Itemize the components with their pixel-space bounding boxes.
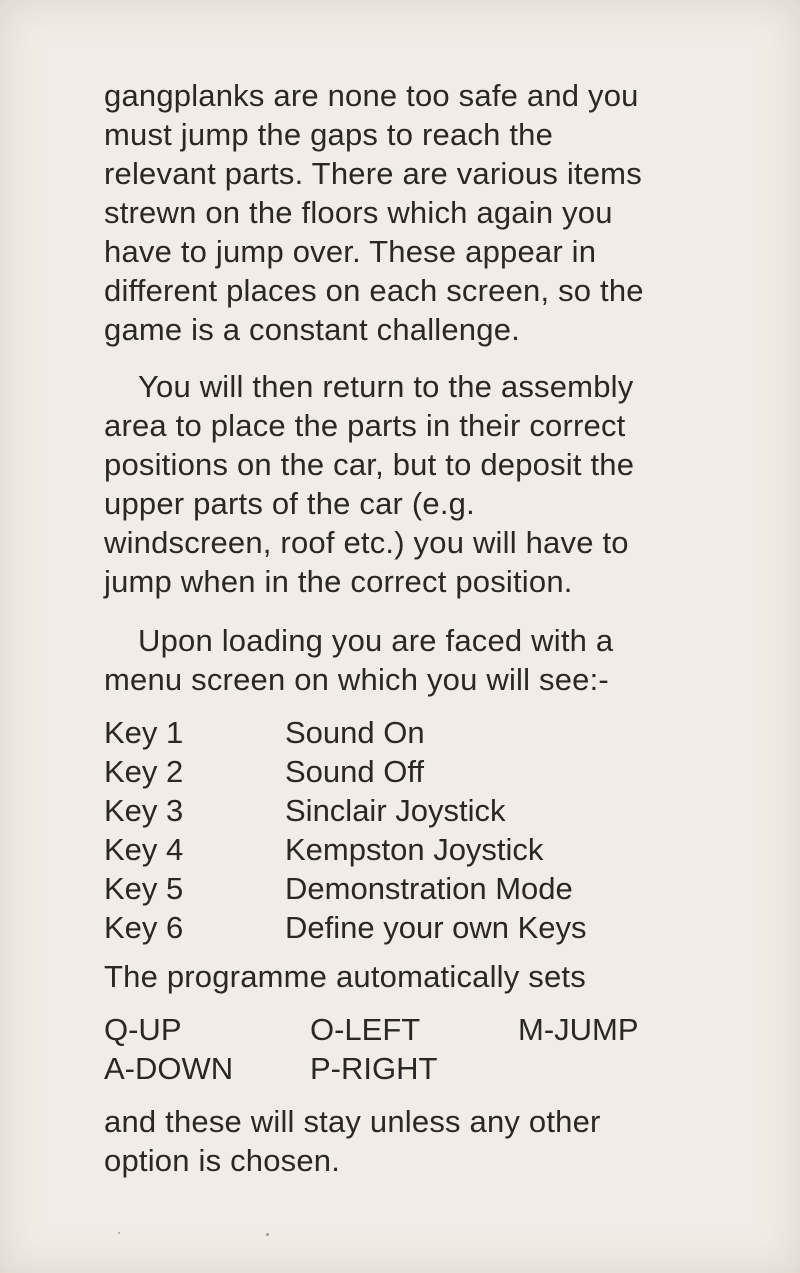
- text-line: strewn on the floors which again you: [104, 195, 613, 230]
- text-line: and these will stay unless any other: [104, 1104, 601, 1139]
- text-line: You will then return to the assembly: [138, 369, 634, 404]
- paragraph-assembly: [104, 367, 800, 601]
- key-description: Sinclair Joystick: [285, 793, 506, 828]
- text-line: area to place the parts in their correct: [104, 408, 626, 443]
- key-description: Kempston Joystick: [285, 832, 544, 867]
- text-line: upper parts of the car (e.g.: [104, 486, 475, 521]
- paragraph-gangplanks: [104, 76, 800, 349]
- key-option-row: [104, 752, 800, 791]
- text-line: The programme automatically sets: [104, 959, 586, 994]
- text-line: gangplanks are none too safe and you: [104, 78, 639, 113]
- controls-row: [104, 1010, 800, 1049]
- key-option-row: [104, 908, 800, 947]
- paragraph-auto-sets: [104, 957, 800, 996]
- key-label: Key 6: [104, 910, 184, 945]
- paper-fleck: [266, 1233, 269, 1236]
- key-label: Key 3: [104, 793, 184, 828]
- key-description: Sound Off: [285, 754, 425, 789]
- key-label: Key 4: [104, 832, 184, 867]
- key-description: Demonstration Mode: [285, 871, 573, 906]
- default-controls-grid: [104, 1010, 800, 1088]
- key-options-list: [104, 713, 800, 947]
- text-line: different places on each screen, so the: [104, 273, 644, 308]
- key-option-row: [104, 830, 800, 869]
- text-line: windscreen, roof etc.) you will have to: [104, 525, 629, 560]
- paragraph-loading: [104, 621, 800, 699]
- text-line: Upon loading you are faced with a: [138, 623, 614, 658]
- controls-row: [104, 1049, 800, 1088]
- key-option-row: [104, 869, 800, 908]
- control-mapping: P-RIGHT: [310, 1051, 438, 1086]
- key-option-row: [104, 791, 800, 830]
- text-line: jump when in the correct position.: [104, 564, 573, 599]
- control-mapping: A-DOWN: [104, 1051, 234, 1086]
- control-mapping: [518, 1049, 726, 1088]
- control-mapping: Q-UP: [104, 1012, 182, 1047]
- text-line: positions on the car, but to deposit the: [104, 447, 635, 482]
- key-description: Define your own Keys: [285, 910, 587, 945]
- key-description: Sound On: [285, 715, 425, 750]
- key-label: Key 2: [104, 754, 184, 789]
- paper-fleck: [118, 1232, 120, 1234]
- text-line: option is chosen.: [104, 1143, 341, 1178]
- key-option-row: [104, 713, 800, 752]
- paragraph-stay: [104, 1102, 800, 1180]
- text-line: game is a constant challenge.: [104, 312, 520, 347]
- text-line: relevant parts. There are various items: [104, 156, 642, 191]
- text-line: must jump the gaps to reach the: [104, 117, 554, 152]
- text-line: menu screen on which you will see:-: [104, 662, 609, 697]
- text-line: have to jump over. These appear in: [104, 234, 597, 269]
- control-mapping: M-JUMP: [518, 1012, 639, 1047]
- control-mapping: O-LEFT: [310, 1012, 421, 1047]
- key-label: Key 1: [104, 715, 184, 750]
- key-label: Key 5: [104, 871, 184, 906]
